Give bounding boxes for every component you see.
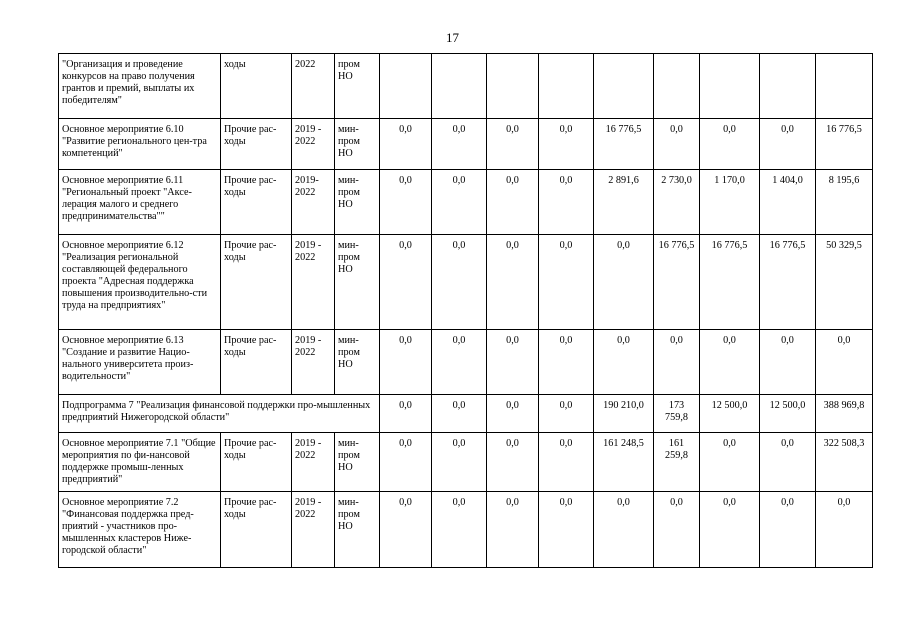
amount-cell: 0,0 <box>432 492 487 568</box>
amount-cell: 0,0 <box>380 395 432 433</box>
amount-cell: 322 508,3 <box>816 433 873 492</box>
period: 2019 - 2022 <box>292 119 335 170</box>
executor: мин-пром НО <box>335 330 380 395</box>
period: 2019 - 2022 <box>292 433 335 492</box>
amount-cell: 2 891,6 <box>594 170 654 235</box>
amount-cell: 0,0 <box>380 433 432 492</box>
amount-cell: 0,0 <box>380 170 432 235</box>
subprogram-row <box>59 395 873 433</box>
expense-type: Прочие рас-ходы <box>221 170 292 235</box>
amount-cell: 0,0 <box>760 119 816 170</box>
amount-cell: 0,0 <box>654 119 700 170</box>
executor: мин-пром НО <box>335 433 380 492</box>
amount-cell: 0,0 <box>760 330 816 395</box>
executor: мин-пром НО <box>335 119 380 170</box>
expense-type: ходы <box>221 54 292 119</box>
budget-table <box>58 53 873 568</box>
amount-cell: 0,0 <box>380 119 432 170</box>
amount-cell: 16 776,5 <box>816 119 873 170</box>
expense-type: Прочие рас-ходы <box>221 119 292 170</box>
amount-cell <box>594 54 654 119</box>
amount-cell: 190 210,0 <box>594 395 654 433</box>
amount-cell: 0,0 <box>539 492 594 568</box>
amount-cell <box>700 54 760 119</box>
amount-cell: 161 248,5 <box>594 433 654 492</box>
amount-cell: 0,0 <box>539 170 594 235</box>
amount-cell: 0,0 <box>380 492 432 568</box>
amount-cell: 161 259,8 <box>654 433 700 492</box>
amount-cell: 16 776,5 <box>594 119 654 170</box>
amount-cell: 0,0 <box>760 433 816 492</box>
amount-cell <box>380 54 432 119</box>
period: 2019-2022 <box>292 170 335 235</box>
amount-cell: 0,0 <box>700 119 760 170</box>
amount-cell: 0,0 <box>432 119 487 170</box>
amount-cell: 50 329,5 <box>816 235 873 330</box>
executor: мин-пром НО <box>335 235 380 330</box>
period: 2019 - 2022 <box>292 492 335 568</box>
amount-cell: 0,0 <box>432 395 487 433</box>
amount-cell: 12 500,0 <box>700 395 760 433</box>
amount-cell <box>539 54 594 119</box>
amount-cell <box>432 54 487 119</box>
amount-cell: 16 776,5 <box>760 235 816 330</box>
table-row <box>59 433 873 492</box>
amount-cell: 0,0 <box>487 433 539 492</box>
executor: мин-пром НО <box>335 492 380 568</box>
amount-cell: 0,0 <box>700 433 760 492</box>
activity-name: "Организация и проведение конкурсов на право получения грантов и премий, выплаты их победителям" <box>59 54 221 119</box>
activity-name: Основное мероприятие 7.2 "Финансовая поддержка пред-приятий - участников про-мышленных кластеров Ниже-городской области" <box>59 492 221 568</box>
amount-cell: 1 404,0 <box>760 170 816 235</box>
table-row <box>59 330 873 395</box>
amount-cell: 0,0 <box>700 330 760 395</box>
amount-cell: 0,0 <box>487 395 539 433</box>
amount-cell: 388 969,8 <box>816 395 873 433</box>
period: 2019 - 2022 <box>292 235 335 330</box>
activity-name: Основное мероприятие 6.13 "Создание и развитие Нацио-нального университета произ-водительности" <box>59 330 221 395</box>
amount-cell: 0,0 <box>432 170 487 235</box>
amount-cell: 0,0 <box>816 492 873 568</box>
amount-cell: 2 730,0 <box>654 170 700 235</box>
amount-cell: 0,0 <box>654 492 700 568</box>
expense-type: Прочие рас-ходы <box>221 492 292 568</box>
table-row <box>59 492 873 568</box>
table-row <box>59 119 873 170</box>
amount-cell: 0,0 <box>539 330 594 395</box>
amount-cell: 0,0 <box>539 235 594 330</box>
amount-cell: 0,0 <box>380 235 432 330</box>
executor: мин-пром НО <box>335 170 380 235</box>
amount-cell: 0,0 <box>380 330 432 395</box>
amount-cell: 0,0 <box>760 492 816 568</box>
executor: пром НО <box>335 54 380 119</box>
amount-cell: 16 776,5 <box>654 235 700 330</box>
amount-cell: 0,0 <box>594 492 654 568</box>
page-number: 17 <box>446 30 459 45</box>
expense-type: Прочие рас-ходы <box>221 433 292 492</box>
amount-cell: 0,0 <box>594 330 654 395</box>
amount-cell: 0,0 <box>654 330 700 395</box>
amount-cell: 0,0 <box>487 492 539 568</box>
amount-cell: 0,0 <box>487 170 539 235</box>
amount-cell: 0,0 <box>539 433 594 492</box>
amount-cell: 12 500,0 <box>760 395 816 433</box>
amount-cell: 173 759,8 <box>654 395 700 433</box>
amount-cell: 0,0 <box>487 235 539 330</box>
activity-name: Основное мероприятие 7.1 "Общие мероприятия по фи-нансовой поддержке промыш-ленных предприятий" <box>59 433 221 492</box>
amount-cell: 0,0 <box>594 235 654 330</box>
amount-cell <box>487 54 539 119</box>
amount-cell <box>654 54 700 119</box>
expense-type: Прочие рас-ходы <box>221 330 292 395</box>
table-row <box>59 54 873 119</box>
amount-cell: 8 195,6 <box>816 170 873 235</box>
amount-cell: 0,0 <box>432 433 487 492</box>
amount-cell: 1 170,0 <box>700 170 760 235</box>
activity-name: Основное мероприятие 6.10 "Развитие регионального цен-тра компетенций" <box>59 119 221 170</box>
amount-cell: 0,0 <box>487 330 539 395</box>
subprogram-title: Подпрограмма 7 "Реализация финансовой поддержки про-мышленных предприятий Нижегородской области" <box>59 395 380 433</box>
expense-type: Прочие рас-ходы <box>221 235 292 330</box>
amount-cell <box>816 54 873 119</box>
amount-cell: 0,0 <box>487 119 539 170</box>
amount-cell: 16 776,5 <box>700 235 760 330</box>
amount-cell: 0,0 <box>539 119 594 170</box>
amount-cell: 0,0 <box>432 330 487 395</box>
activity-name: Основное мероприятие 6.11 "Региональный проект "Аксе-лерация малого и среднего предпринимательства"" <box>59 170 221 235</box>
period: 2019 - 2022 <box>292 330 335 395</box>
amount-cell: 0,0 <box>816 330 873 395</box>
table-row <box>59 170 873 235</box>
period: 2022 <box>292 54 335 119</box>
amount-cell <box>760 54 816 119</box>
table-row <box>59 235 873 330</box>
amount-cell: 0,0 <box>700 492 760 568</box>
amount-cell: 0,0 <box>432 235 487 330</box>
activity-name: Основное мероприятие 6.12 "Реализация региональной составляющей федерального проекта "Адресная поддержка повышения производительно-сти труда на предприятиях" <box>59 235 221 330</box>
amount-cell: 0,0 <box>539 395 594 433</box>
